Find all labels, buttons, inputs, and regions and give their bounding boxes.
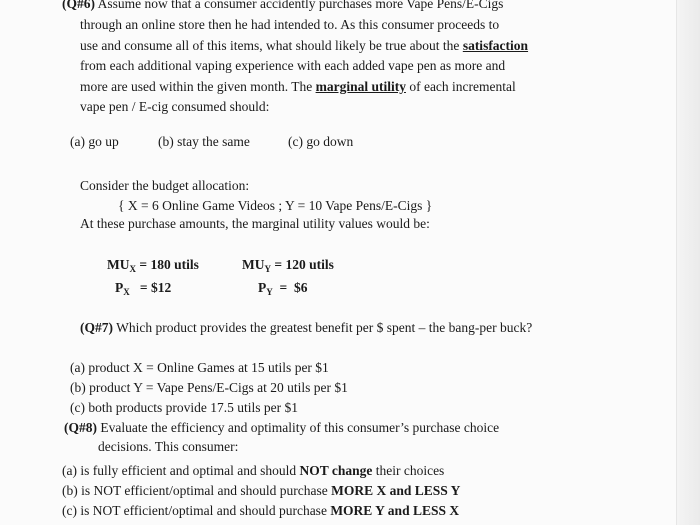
q6-label: (Q#6) — [62, 0, 95, 11]
q6-option-b: (b) stay the same — [158, 134, 250, 149]
q6-option-c: (c) go down — [288, 134, 354, 149]
q8-b-bold: MORE X and LESS Y — [331, 483, 461, 498]
q8-line-1 — [64, 419, 499, 437]
q8-b-pre: (b) is NOT efficient/optimal and should purchase — [62, 483, 332, 498]
px-row — [115, 279, 171, 301]
q6-line-6: vape pen / E-cig consumed should: — [80, 99, 270, 114]
q7-line — [80, 319, 532, 337]
budget-intro: Consider the budget allocation: — [80, 178, 250, 193]
q6-text-1: Assume now that a consumer accidently purchases more Vape Pens/E-Cigs — [97, 0, 504, 11]
page-edge — [676, 0, 700, 525]
q8-a-change: change — [328, 463, 373, 478]
q6-text-3: use and consume all of this items, what should likely be true about the — [80, 38, 463, 53]
q6-line-2: through an online store then he had intended to. As this consumer proceeds to — [80, 17, 500, 32]
q6-line-3 — [80, 37, 528, 55]
q8-a-not: NOT — [299, 463, 329, 478]
q6-line-5 — [80, 78, 516, 96]
mux-label: MU — [107, 257, 130, 272]
px-subscript: X — [123, 287, 130, 297]
q8-c-pre: (c) is NOT efficient/optimal and should purchase — [62, 503, 331, 518]
q7-question: Which product provides the greatest benefit per $ spent – the bang-per buck? — [113, 320, 533, 335]
budget-note: At these purchase amounts, the marginal utility values would be: — [80, 216, 430, 231]
mux-row — [107, 256, 199, 278]
py-value: = $6 — [272, 280, 308, 295]
q8-option-c — [62, 502, 459, 520]
py-label: P — [258, 280, 267, 295]
muy-subscript: Y — [264, 264, 271, 274]
q8-label: (Q#8) — [64, 420, 97, 435]
q6-line-1 — [62, 0, 503, 13]
muy-value: = 120 utils — [271, 257, 334, 272]
mux-value: = 180 utils — [136, 257, 199, 272]
py-subscript: Y — [266, 287, 273, 297]
q8-option-a — [62, 462, 444, 480]
marginal-utility-term: marginal utility — [315, 79, 406, 94]
q8-question: Evaluate the efficiency and optimality of this consumer’s purchase choice — [97, 420, 500, 435]
q7-label: (Q#7) — [80, 320, 113, 335]
q8-a-pre: (a) is fully efficient and optimal and should — [62, 463, 300, 478]
q8-c-bold: MORE Y and LESS X — [330, 503, 460, 518]
budget-allocation: { X = 6 Online Game Videos ; Y = 10 Vape Pens/E-Cigs } — [118, 198, 433, 213]
py-row — [258, 279, 307, 301]
q8-option-b — [62, 482, 460, 500]
q6-option-a: (a) go up — [70, 134, 119, 149]
muy-label: MU — [242, 257, 265, 272]
mux-subscript: X — [129, 264, 136, 274]
q8-line-2: decisions. This consumer: — [98, 439, 239, 454]
q6-text-5-tail: of each incremental — [405, 79, 516, 94]
satisfaction-term: satisfaction — [462, 38, 529, 53]
px-value: = $12 — [129, 280, 172, 295]
q6-text-5: more are used within the given month. The — [80, 79, 316, 94]
q8-a-post: their choices — [372, 463, 445, 478]
q6-line-4: from each additional vaping experience with each added vape pen as more and — [80, 58, 506, 73]
px-label: P — [115, 280, 124, 295]
q7-option-b: (b) product Y = Vape Pens/E-Cigs at 20 utils per $1 — [70, 380, 348, 395]
muy-row — [242, 256, 334, 278]
q7-option-c: (c) both products provide 17.5 utils per $1 — [70, 400, 298, 415]
q7-option-a: (a) product X = Online Games at 15 utils per $1 — [70, 360, 329, 375]
